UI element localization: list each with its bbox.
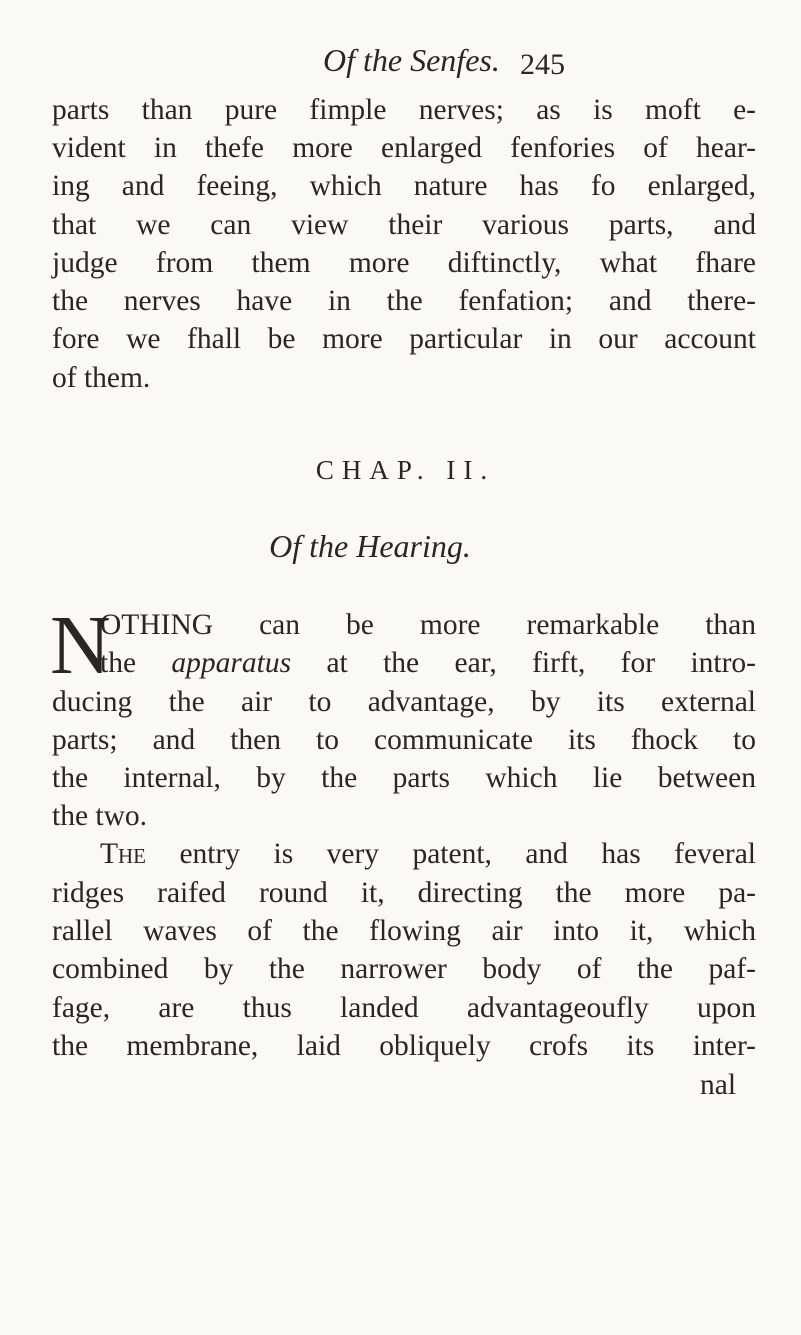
text-line: ridges raifed round it, directing the more pa- bbox=[52, 877, 756, 909]
text-line: of them. bbox=[52, 362, 151, 394]
text-span: the bbox=[100, 647, 172, 679]
text-line: ducing the air to advantage, by its external bbox=[52, 686, 756, 718]
text-line: fore we fhall be more particular in our account bbox=[52, 323, 756, 355]
text-line: the nerves have in the fenfation; and there- bbox=[52, 285, 756, 317]
text-line: judge from them more diftinctly, what fhare bbox=[52, 247, 756, 279]
chapter-title: Of the Hearing. bbox=[269, 528, 471, 564]
running-header bbox=[0, 42, 801, 86]
catchword: nal bbox=[700, 1069, 737, 1101]
text-line: the membrane, laid obliquely crofs its inter- bbox=[52, 1030, 756, 1062]
smallcaps-word: The bbox=[100, 838, 147, 870]
text-line: the two. bbox=[52, 800, 148, 832]
smallcaps-word: OTHING bbox=[100, 609, 214, 641]
text-line bbox=[100, 836, 756, 872]
text-line bbox=[100, 607, 756, 643]
text-span: at the ear, firft, for intro- bbox=[291, 647, 756, 679]
text-span: entry is very patent, and has feveral bbox=[146, 838, 756, 870]
running-title: Of the Senfes. bbox=[323, 42, 500, 78]
text-line: ing and feeing, which nature has fo enlarged, bbox=[52, 170, 756, 202]
text-line: fage, are thus landed advantageoufly upon bbox=[52, 992, 756, 1024]
text-line: rallel waves of the flowing air into it, which bbox=[52, 915, 756, 947]
page-number: 245 bbox=[520, 48, 565, 81]
text-span: can be more remarkable than bbox=[213, 609, 756, 641]
italic-word: apparatus bbox=[171, 647, 292, 679]
text-line: the internal, by the parts which lie between bbox=[52, 762, 756, 794]
text-line bbox=[100, 645, 756, 681]
text-line: combined by the narrower body of the paf- bbox=[52, 953, 756, 985]
chapter-heading: CHAP. II. bbox=[315, 455, 496, 485]
text-line: vident in thefe more enlarged fenfories of hear- bbox=[52, 132, 756, 164]
text-line: parts; and then to communicate its fhock to bbox=[52, 724, 756, 756]
text-line: parts than pure fimple nerves; as is moft e- bbox=[52, 94, 756, 126]
text-line: that we can view their various parts, and bbox=[52, 209, 756, 241]
drop-cap: N bbox=[50, 599, 111, 692]
